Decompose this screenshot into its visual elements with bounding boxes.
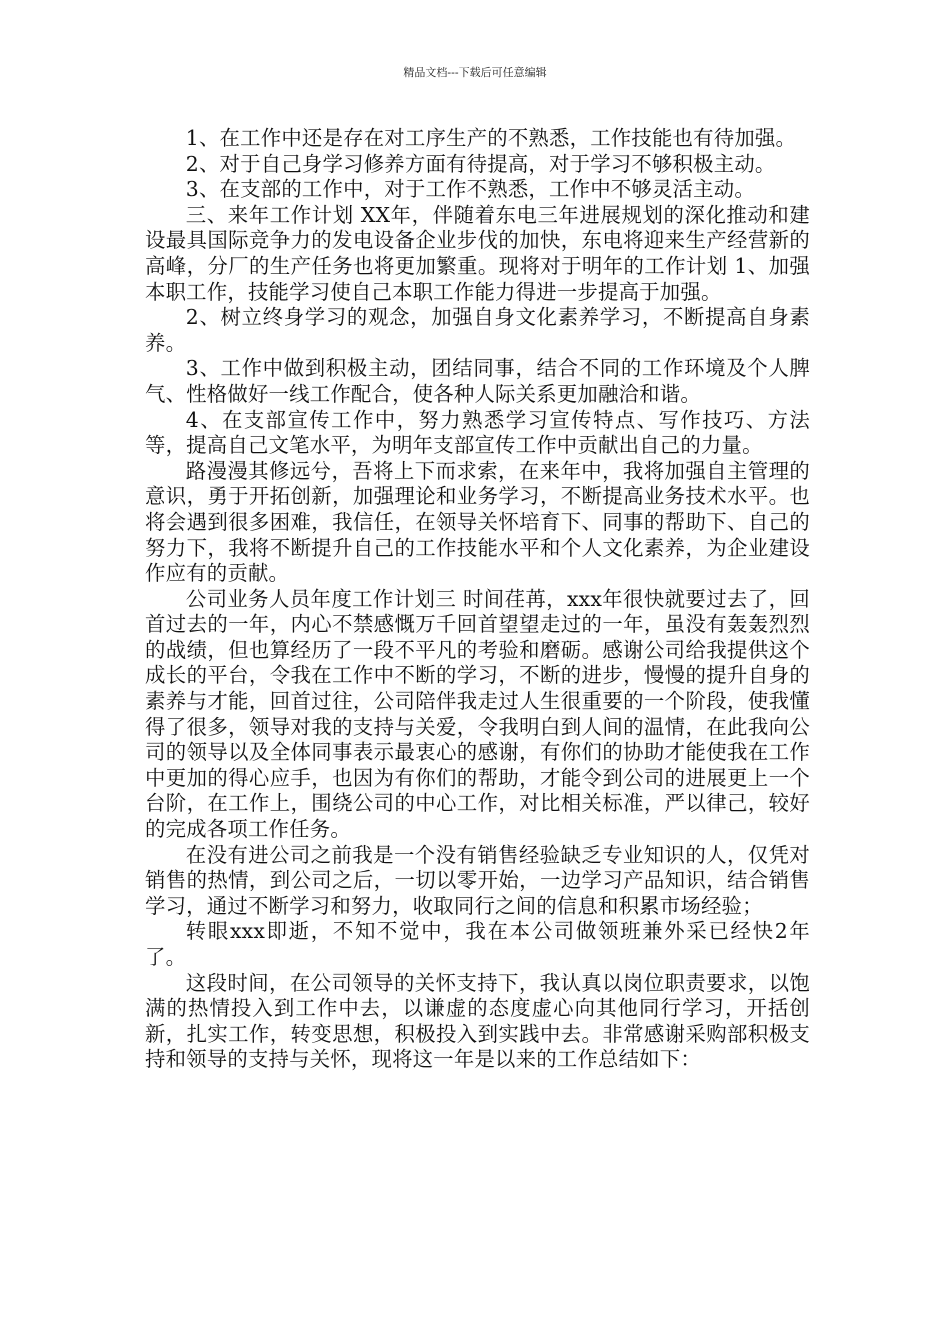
paragraph: 3、在支部的工作中，对于工作不熟悉，工作中不够灵活主动。 [185,177,755,202]
paragraph: 2、对于自己身学习修养方面有待提高，对于学习不够积极主动。 [185,151,776,176]
paragraph: 3、工作中做到积极主动，团结同事，结合不同的工作环境及个人脾气、性格做好一线工作配合，使各种人际关系更加融洽和谐。 [145,356,810,406]
paragraph: 这段时间，在公司领导的关怀支持下，我认真以岗位职责要求，以饱满的热情投入到工作中去，以谦虚的态度虚心向其他同行学习，开括创新，扎实工作，转变思想，积极投入到实践中去。非常感谢采购部积极支持和领导的支持与关怀，现将这一年是以来的工作总结如下： [145,970,810,1072]
paragraph: 2、树立终身学习的观念，加强自身文化素养学习，不断提高自身素养。 [145,305,810,355]
paragraph: 转眼xxx即逝，不知不觉中，我在本公司做领班兼外采已经快2年了。 [145,919,810,969]
document-body [145,126,810,1073]
paragraph: 在没有进公司之前我是一个没有销售经验缺乏专业知识的人，仅凭对销售的热情，到公司之后，一切以零开始，一边学习产品知识，结合销售学习，通过不断学习和努力，收取同行之间的信息和积累市场经验； [145,842,810,918]
paragraph: 公司业务人员年度工作计划三 时间荏苒，xxx年很快就要过去了，回首过去的一年，内心不禁感慨万千回首望望走过的一年，虽没有轰轰烈烈的战绩，但也算经历了一段不平凡的考验和磨砺。感谢公司给我提供这个成长的平台，令我在工作中不断的学习，不断的进步，慢慢的提升自身的素养与才能，回首过往，公司陪伴我走过人生很重要的一个阶段，使我懂得了很多，领导对我的支持与关爱，令我明白到人间的温情，在此我向公司的领导以及全体同事表示最衷心的感谢，有你们的协助才能使我在工作中更加的得心应手，也因为有你们的帮助，才能令到公司的进展更上一个台阶，在工作上，围绕公司的中心工作，对比相关标准，严以律己，较好的完成各项工作任务。 [145,586,810,842]
page-header: 精品文档---下载后可任意编辑 [403,66,547,79]
paragraph: 4、在支部宣传工作中，努力熟悉学习宣传特点、写作技巧、方法等，提高自己文笔水平，为明年支部宣传工作中贡献出自己的力量。 [145,407,810,458]
paragraph: 三、来年工作计划 XX年，伴随着东电三年进展规划的深化推动和建设最具国际竞争力的发电设备企业步伐的加快，东电将迎来生产经营新的高峰，分厂的生产任务也将更加繁重。现将对于明年的工作计划 1、加强本职工作，技能学习使自己本职工作能力得进一步提高于加强。 [145,202,810,304]
paragraph: 1、在工作中还是存在对工序生产的不熟悉，工作技能也有待加强。 [185,126,797,150]
paragraph: 路漫漫其修远兮，吾将上下而求索，在来年中，我将加强自主管理的意识，勇于开拓创新，加强理论和业务学习，不断提高业务技术水平。也将会遇到很多困难，我信任，在领导关怀培育下、同事的帮助下、自己的努力下，我将不断提升自己的工作技能水平和个人文化素养，为企业建设作应有的贡献。 [145,458,810,586]
